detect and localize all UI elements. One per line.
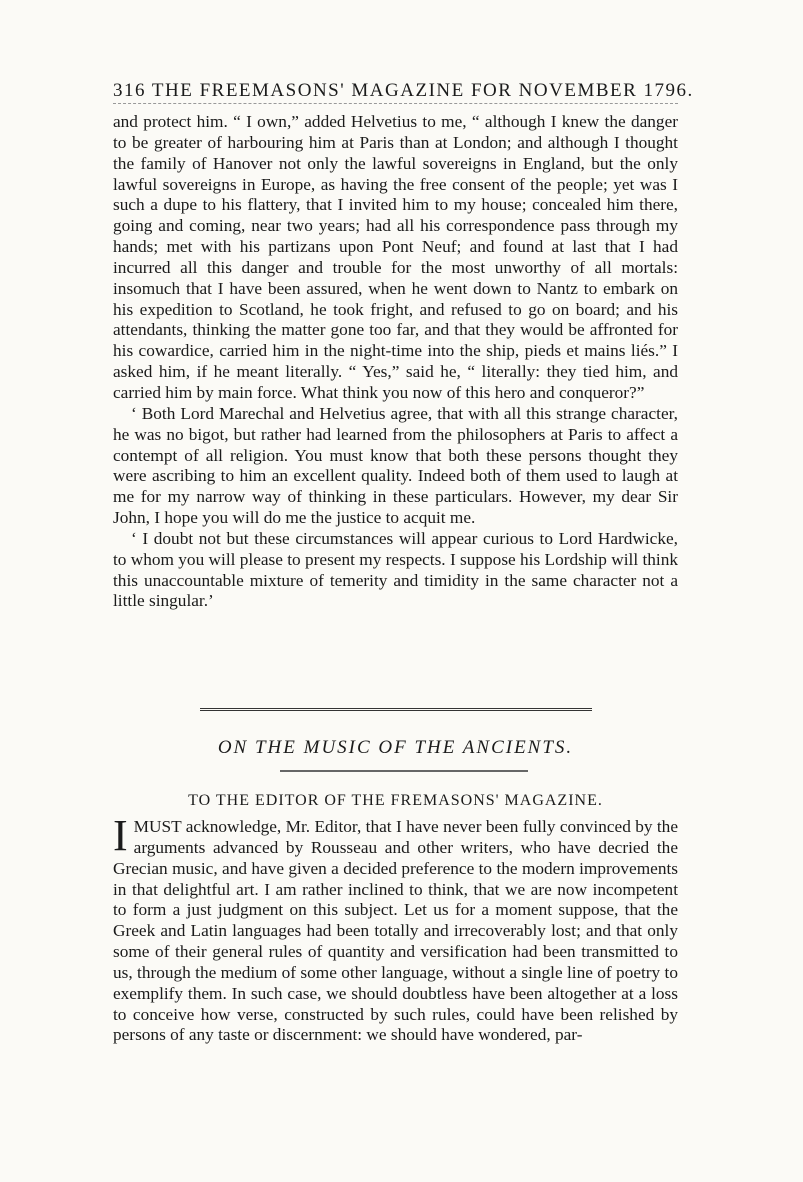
title-rule <box>280 770 528 772</box>
continued-letter-text <box>113 112 678 612</box>
section-divider <box>200 708 592 711</box>
article-body-text: MUST acknowledge, Mr. Editor, that I have never been fully convinced by the arguments advanced by Rousseau and other writers, who have decried the Grecian music, and have given a decided preference to the modern improvements in that delightful art. I am rather inclined to think, that we are now incompetent to form a just judgment on this subject. Let us for a moment suppose, that the Greek and Latin languages had been totally and irrecoverably lost; and that only some of their general rules of quantity and versification had been transmitted to us, through the medium of some other language, without a single line of poetry to exemplify them. In such case, we should doubtless have been altogether at a loss to conceive how verse, constructed by such rules, could have been relished by persons of any taste or discernment: we should have wondered, par- <box>113 817 678 1045</box>
article-title: ON THE MUSIC OF THE ANCIENTS. <box>217 737 574 758</box>
paragraph: ‘ Both Lord Marechal and Helvetius agree, that with all this strange character, he was no bigot, but rather had learned from the philosophers at Paris to affect a contempt of all religion. You must know that both these persons thought they were ascribing to him an excellent quality. Indeed both of them used to laugh at me for my narrow way of thinking in these particulars. However, my dear Sir John, I hope you will do me the justice to acquit me. <box>113 403 678 528</box>
drop-cap: I <box>113 811 128 860</box>
article-paragraph <box>113 811 678 1046</box>
header-rule <box>113 103 678 104</box>
paragraph: ‘ I doubt not but these circumstances will appear curious to Lord Hardwicke, to whom you will please to present my respects. I suppose his Lordship will think this unaccountable mixture of temerity and timidity in the same character not a little singular.’ <box>113 528 678 611</box>
editor-address: TO THE EDITOR OF THE FREMASONS' MAGAZINE. <box>188 792 603 809</box>
article-body <box>113 811 678 1046</box>
running-header: 316 THE FREEMASONS' MAGAZINE FOR NOVEMBER 1796. <box>113 80 694 101</box>
paragraph: and protect him. “ I own,” added Helvetius to me, “ although I knew the danger to be greater of harbouring him at Paris than at London; and although I thought the family of Hanover not only the lawful sovereigns in England, but the only lawful sovereigns in Europe, as having the free consent of the people; yet was I such a dupe to his flattery, that I invited him to my house; concealed him there, going and coming, near two years; had all his correspondence pass through my hands; met with his partizans upon Pont Neuf; and found at last that I had incurred all this danger and trouble for the most unworthy of all mortals: insomuch that I have been assured, when he went down to Nantz to embark on his expedition to Scotland, he took fright, and refused to go on board; and his attendants, thinking the matter gone too far, and that they would be affronted for his cowardice, carried him in the night-time into the ship, pieds et mains liés.” I asked him, if he meant literally. “ Yes,” said he, “ literally: they tied him, and carried him by main force. What think you now of this hero and conqueror?” <box>113 112 678 402</box>
